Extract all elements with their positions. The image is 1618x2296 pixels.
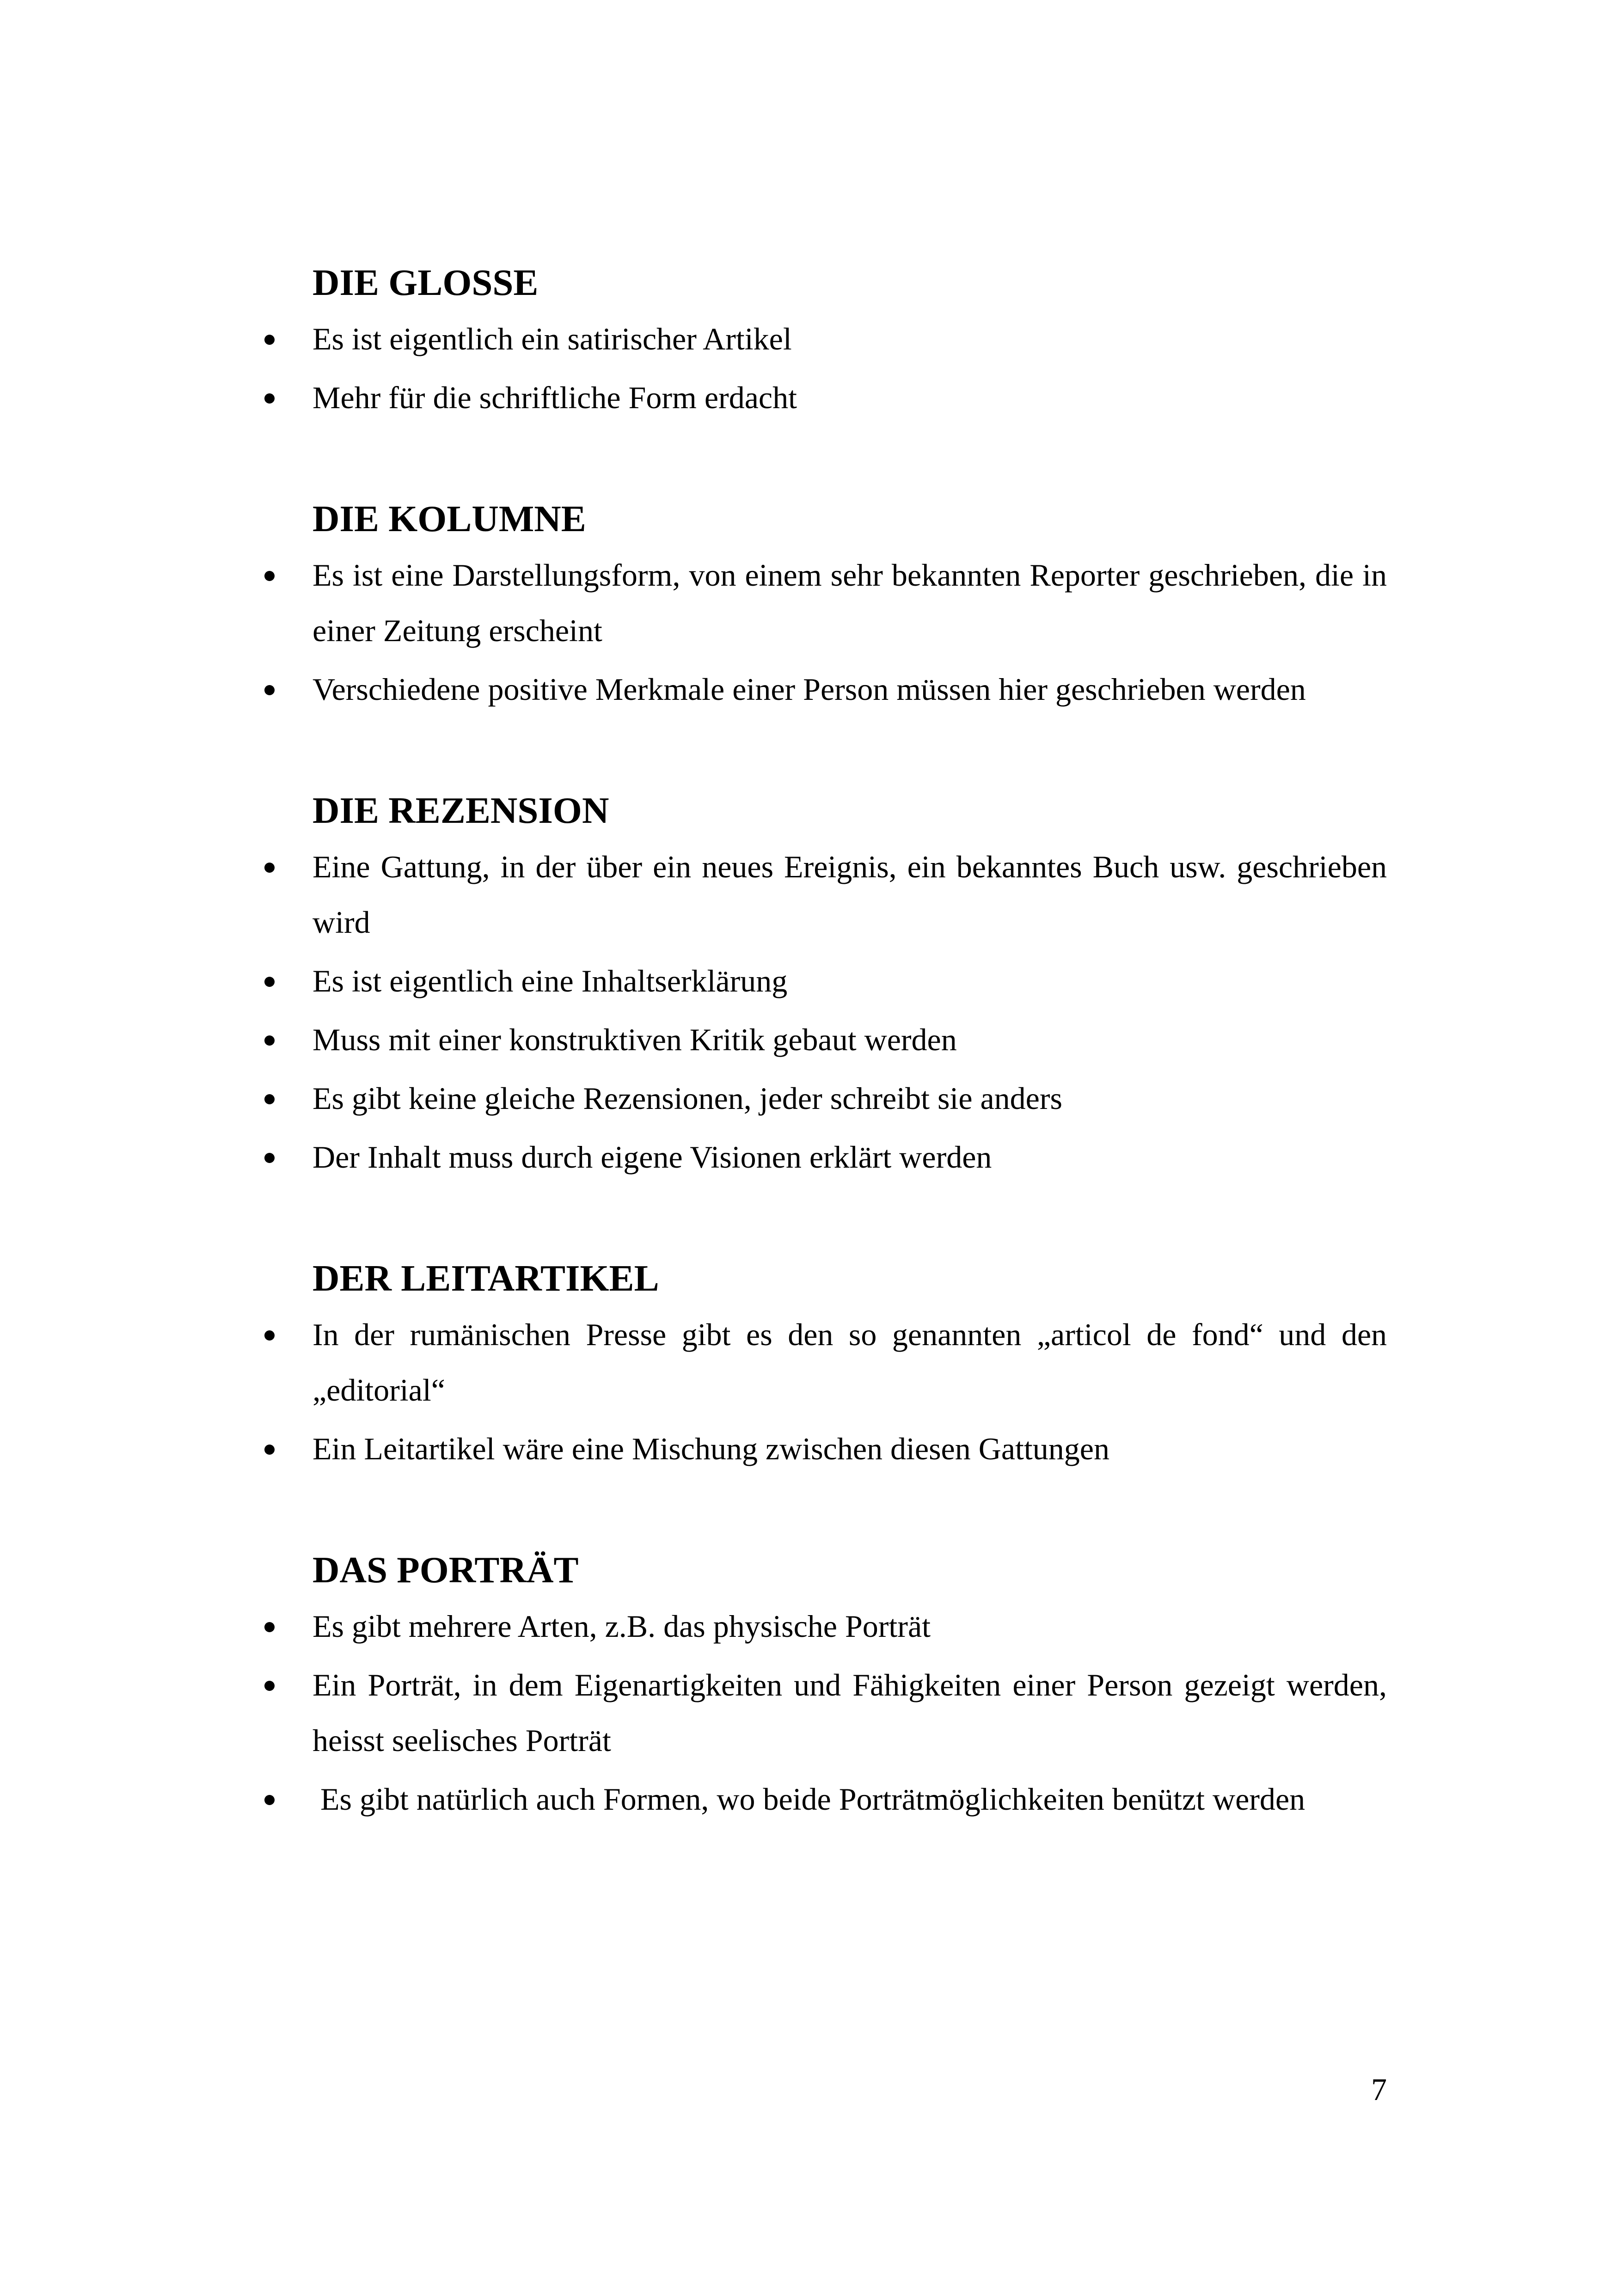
- list-item: [262, 311, 1387, 367]
- bullet-icon: [264, 393, 275, 404]
- bullet-icon: [264, 1681, 275, 1691]
- bullet-icon: [264, 571, 275, 581]
- list-item-text: Ein Leitartikel wäre eine Mischung zwischen diesen Gattungen: [313, 1431, 1109, 1466]
- list-item: [262, 1598, 1387, 1654]
- list-item: [262, 1307, 1387, 1418]
- bullet-icon: [264, 1153, 275, 1163]
- list-item-text: Es ist eigentlich ein satirischer Artikel: [313, 321, 792, 356]
- list-item-text: Mehr für die schriftliche Form erdacht: [313, 380, 797, 415]
- bullet-list: [262, 311, 1387, 425]
- bullet-list: [262, 1598, 1387, 1827]
- list-item-text: In der rumänischen Presse gibt es den so genannten „articol de fond“ und den „editorial“: [313, 1317, 1387, 1408]
- list-item: [262, 1771, 1387, 1827]
- list-item-text: Eine Gattung, in der über ein neues Ereignis, ein bekanntes Buch usw. geschrieben wird: [313, 849, 1387, 940]
- bullet-list: [262, 839, 1387, 1185]
- section-rezension: [262, 785, 1387, 1185]
- section-heading: DIE KOLUMNE: [313, 498, 586, 539]
- list-item-text: Verschiedene positive Merkmale einer Person müssen hier geschrieben werden: [313, 672, 1306, 707]
- list-item-text: Es ist eigentlich eine Inhaltserklärung: [313, 963, 788, 998]
- bullet-list: [262, 1307, 1387, 1476]
- list-item-text: Es gibt keine gleiche Rezensionen, jeder schreibt sie anders: [313, 1081, 1062, 1116]
- page-number: 7: [1371, 2072, 1387, 2107]
- list-item: [262, 1071, 1387, 1126]
- bullet-icon: [264, 1622, 275, 1632]
- bullet-icon: [264, 1795, 275, 1805]
- list-item-text: Der Inhalt muss durch eigene Visionen erklärt werden: [313, 1139, 992, 1175]
- list-item-text: Muss mit einer konstruktiven Kritik gebaut werden: [313, 1022, 957, 1057]
- section-portraet: [262, 1544, 1387, 1827]
- section-glosse: [262, 257, 1387, 425]
- list-item: [262, 1012, 1387, 1067]
- bullet-list: [262, 547, 1387, 717]
- bullet-icon: [264, 977, 275, 987]
- section-heading: DIE REZENSION: [313, 790, 609, 831]
- section-heading: DIE GLOSSE: [313, 262, 539, 303]
- bullet-icon: [264, 1035, 275, 1046]
- document-body: [262, 257, 1387, 1830]
- section-heading: DER LEITARTIKEL: [313, 1257, 659, 1299]
- bullet-icon: [264, 685, 275, 695]
- bullet-icon: [264, 335, 275, 345]
- bullet-icon: [264, 863, 275, 873]
- bullet-icon: [264, 1094, 275, 1104]
- list-item-text: Es gibt natürlich auch Formen, wo beide Porträtmöglichkeiten benützt werden: [313, 1782, 1305, 1817]
- list-item: [262, 661, 1387, 717]
- list-item: [262, 547, 1387, 658]
- bullet-icon: [264, 1330, 275, 1341]
- section-heading: DAS PORTRÄT: [313, 1549, 579, 1591]
- section-leitartikel: [262, 1253, 1387, 1476]
- section-kolumne: [262, 493, 1387, 717]
- bullet-icon: [264, 1445, 275, 1455]
- list-item: [262, 370, 1387, 425]
- list-item: [262, 953, 1387, 1009]
- list-item: [262, 1657, 1387, 1768]
- list-item: [262, 1129, 1387, 1185]
- list-item: [262, 839, 1387, 950]
- list-item-text: Es ist eine Darstellungsform, von einem sehr bekannten Reporter geschrieben, die in einer Zeitung erscheint: [313, 557, 1387, 648]
- list-item: [262, 1421, 1387, 1476]
- list-item-text: Es gibt mehrere Arten, z.B. das physische Porträt: [313, 1609, 931, 1644]
- list-item-text: Ein Porträt, in dem Eigenartigkeiten und Fähigkeiten einer Person gezeigt werden, heisst seelisches Porträt: [313, 1667, 1387, 1758]
